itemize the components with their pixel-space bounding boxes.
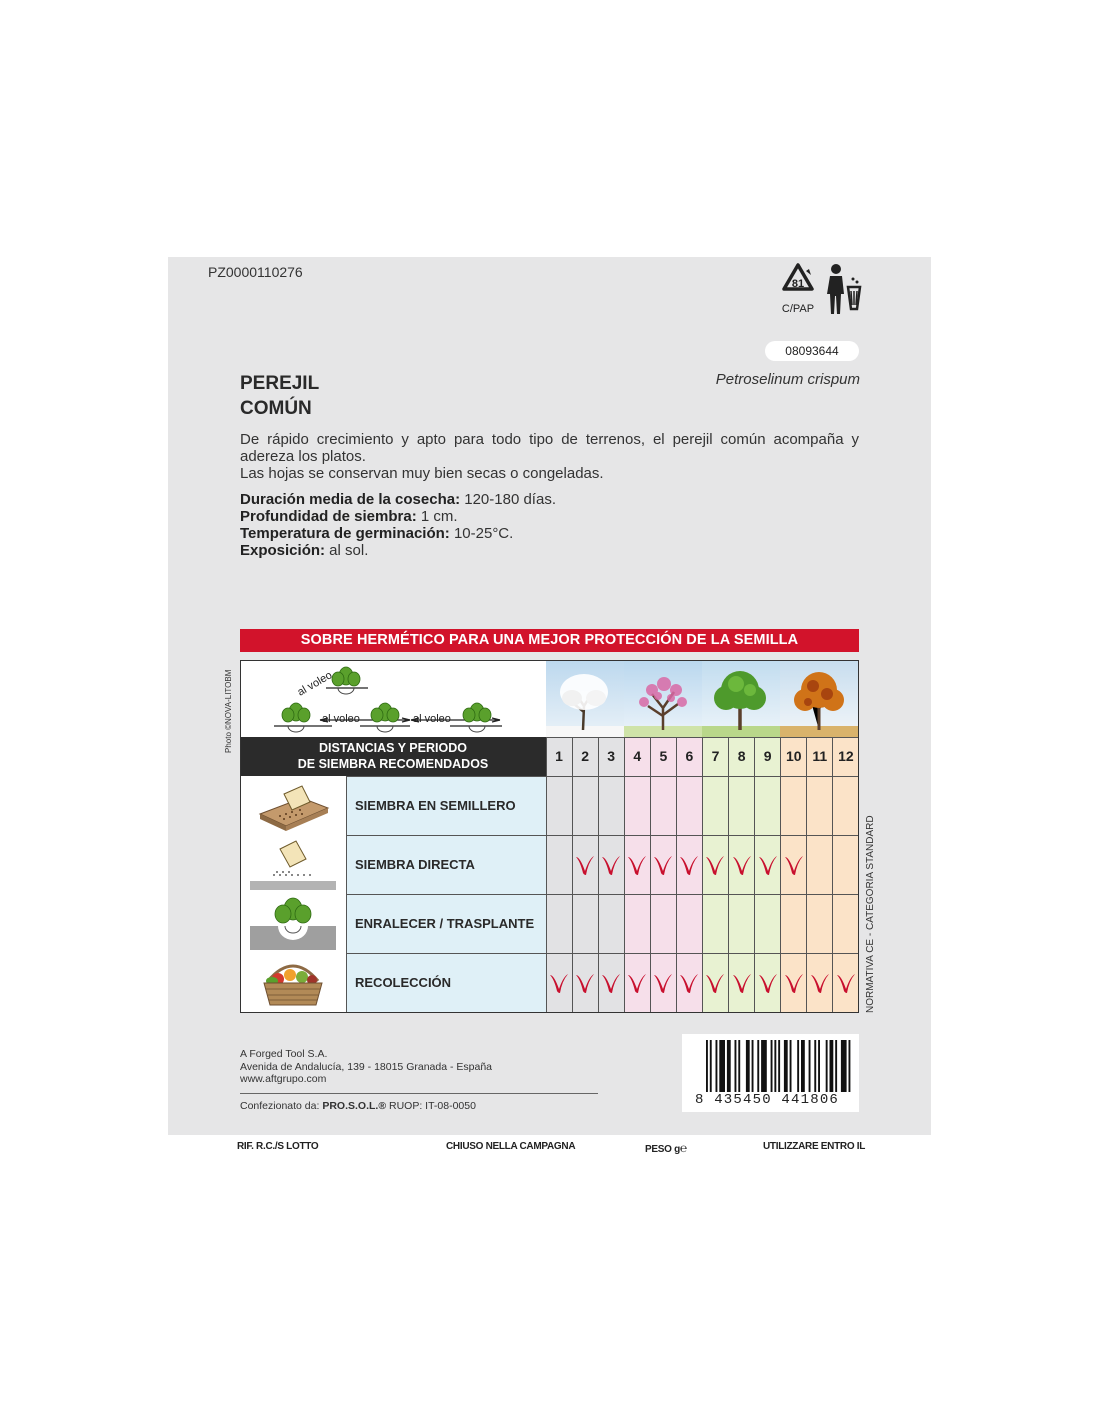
summer-tree [702, 660, 780, 737]
calendar-cell [807, 953, 833, 1013]
divider [240, 1093, 598, 1094]
recycling-marks [776, 261, 866, 317]
month-header: 10 [781, 737, 807, 776]
calendar-cell [729, 953, 755, 1013]
calendar-cell [807, 776, 833, 835]
growing-specs [240, 491, 556, 559]
calendar-cell [833, 835, 859, 894]
calendar-cell [546, 835, 572, 894]
autumn-tree-icon [780, 660, 859, 737]
spec-line: Profundidad de siembra: 1 cm. [240, 508, 458, 525]
description [240, 431, 859, 482]
check-mark-icon [757, 971, 779, 995]
recycle-code: 81 [791, 278, 805, 290]
check-mark-icon [600, 971, 622, 995]
check-mark-icon [835, 971, 857, 995]
broadcast-label: al voleo [413, 713, 451, 725]
winter-tree [546, 660, 624, 737]
calendar-cell [624, 835, 650, 894]
grid-line [598, 737, 599, 1013]
calendar-row-label: SIEMBRA DIRECTA [346, 835, 546, 894]
check-mark-icon [652, 853, 674, 877]
estimated-sign-icon: ℮ [679, 1141, 687, 1155]
direct-sowing-icon [240, 835, 346, 894]
check-mark-icon [757, 853, 779, 877]
calendar-cell [755, 776, 781, 835]
summer-tree-icon [702, 660, 780, 737]
check-mark-icon [548, 971, 570, 995]
broadcast-label: al voleo [295, 669, 335, 699]
calendar-cell [546, 776, 572, 835]
grid-line [676, 737, 677, 1013]
calendar-cell [781, 894, 807, 953]
check-mark-icon [783, 971, 805, 995]
spring-tree-icon [624, 660, 702, 737]
month-header: 6 [676, 737, 702, 776]
hermetic-banner: SOBRE HERMÉTICO PARA UNA MEJOR PROTECCIÓN DE LA SEMILLA [240, 629, 859, 652]
calendar-cell [676, 953, 702, 1013]
month-header: 5 [650, 737, 676, 776]
spec-line: Temperatura de germinación: 10-25°C. [240, 525, 514, 542]
month-header: 12 [833, 737, 859, 776]
footer-utilizzare: UTILIZZARE ENTRO IL [763, 1141, 866, 1152]
packager-info: Confezionato da: PRO.S.O.L.® RUOP: IT-08-0050 [240, 1100, 476, 1112]
month-header: 11 [807, 737, 833, 776]
grid-line [780, 737, 781, 1013]
calendar-cell [650, 894, 676, 953]
check-mark-icon [626, 971, 648, 995]
seedbed-tray-icon [240, 776, 346, 835]
company-name: A Forged Tool S.A. [240, 1048, 328, 1060]
grid-line [728, 737, 729, 1013]
check-mark-icon [783, 853, 805, 877]
calendar-cell [598, 894, 624, 953]
calendar-cell [624, 953, 650, 1013]
title-line-1: PEREJIL [240, 373, 320, 394]
calendar-cell [781, 776, 807, 835]
title-line-2: COMÚN [240, 398, 312, 419]
check-mark-icon [731, 853, 753, 877]
spring-tree [624, 660, 702, 737]
month-header: 8 [729, 737, 755, 776]
calendar-cell [755, 835, 781, 894]
latin-name: Petroselinum crispum [715, 371, 860, 388]
seed-packet-back [168, 257, 931, 1135]
calendar-cell [572, 894, 598, 953]
spec-line: Exposición: al sol. [240, 542, 369, 559]
footer-chiuso: CHIUSO NELLA CAMPAGNA [446, 1141, 576, 1152]
calendar-cell [598, 953, 624, 1013]
calendar-cell [702, 776, 728, 835]
calendar-cell [755, 894, 781, 953]
calendar-cell [650, 953, 676, 1013]
month-header: 4 [624, 737, 650, 776]
spec-line: Duración media de la cosecha: 120-180 días. [240, 491, 556, 508]
calendar-cell [546, 953, 572, 1013]
grid-line [546, 737, 547, 1013]
calendar-cell [702, 835, 728, 894]
calendar-header-line: DE SIEMBRA RECOMENDADOS [297, 757, 489, 771]
calendar-cell [781, 953, 807, 1013]
harvest-basket-icon [240, 953, 346, 1013]
calendar-cell [676, 835, 702, 894]
calendar-cell [702, 894, 728, 953]
calendar-row-label: RECOLECCIÓN [346, 953, 546, 1013]
calendar-cell [807, 894, 833, 953]
calendar-cell [546, 894, 572, 953]
company-street: Avenida de Andalucía, 139 - 18015 Granada - España [240, 1060, 492, 1073]
calendar-cell [676, 894, 702, 953]
calendar-cell [781, 835, 807, 894]
description-paragraph: Las hojas se conservan muy bien secas o congeladas. [240, 465, 604, 482]
grid-line [572, 737, 573, 1013]
month-header: 1 [546, 737, 572, 776]
check-mark-icon [704, 853, 726, 877]
transplant-icon [240, 894, 346, 953]
barcode-number: 8 435450 441806 [695, 1092, 840, 1108]
calendar-cell [624, 894, 650, 953]
product-code: PZ0000110276 [208, 264, 303, 280]
calendar-cell [572, 835, 598, 894]
check-mark-icon [600, 853, 622, 877]
tidyman-bin-icon [824, 263, 864, 317]
broadcast-label: al voleo [322, 713, 360, 725]
grid-line [806, 737, 807, 1013]
sowing-diagram-icon [240, 660, 546, 737]
calendar-header [240, 737, 546, 776]
month-header: 2 [572, 737, 598, 776]
calendar-cell [624, 776, 650, 835]
grid-line [546, 737, 859, 738]
month-header: 9 [755, 737, 781, 776]
calendar-cell [833, 776, 859, 835]
calendar-cell [833, 953, 859, 1013]
company-address [240, 1048, 492, 1086]
calendar-cell [807, 835, 833, 894]
calendar-row-label: SIEMBRA EN SEMILLERO [346, 776, 546, 835]
company-website: www.aftgrupo.com [240, 1073, 327, 1085]
calendar-cell [598, 835, 624, 894]
winter-tree-icon [546, 660, 624, 737]
check-mark-icon [574, 853, 596, 877]
check-mark-icon [574, 971, 596, 995]
calendar-cell [729, 835, 755, 894]
normativa-label: NORMATIVA CE - CATEGORIA STANDARD [865, 815, 876, 1013]
check-mark-icon [652, 971, 674, 995]
recycle-label: C/PAP [781, 303, 815, 315]
broadcast-sowing-diagram [240, 660, 546, 737]
product-title [240, 371, 319, 421]
calendar-cell [676, 776, 702, 835]
check-mark-icon [704, 971, 726, 995]
check-mark-icon [731, 971, 753, 995]
calendar-cell [833, 894, 859, 953]
calendar-cell [729, 776, 755, 835]
photo-credit: Photo ©NOVA-LITOBM [224, 669, 233, 753]
sowing-calendar [240, 660, 859, 1013]
grid-line [624, 737, 625, 1013]
check-mark-icon [626, 853, 648, 877]
footer-rif: RIF. R.C./S LOTTO [237, 1141, 319, 1152]
autumn-tree [780, 660, 859, 737]
calendar-cell [598, 776, 624, 835]
grid-line [650, 737, 651, 1013]
check-mark-icon [678, 971, 700, 995]
calendar-cell [650, 835, 676, 894]
lot-number: 08093644 [765, 341, 859, 361]
grid-line [858, 737, 859, 1013]
grid-line [754, 737, 755, 1013]
check-mark-icon [809, 971, 831, 995]
calendar-cell [572, 776, 598, 835]
footer-peso: PESO g℮ [645, 1141, 687, 1155]
calendar-cell [650, 776, 676, 835]
calendar-cell [572, 953, 598, 1013]
month-header: 3 [598, 737, 624, 776]
description-paragraph: De rápido crecimiento y apto para todo tipo de terrenos, el perejil común acompaña y adereza los platos. [240, 431, 859, 465]
grid-line [832, 737, 833, 1013]
check-mark-icon [678, 853, 700, 877]
calendar-cell [755, 953, 781, 1013]
calendar-cell [729, 894, 755, 953]
calendar-header-line: DISTANCIAS Y PERIODO [319, 741, 467, 755]
calendar-cell [702, 953, 728, 1013]
month-header: 7 [702, 737, 728, 776]
grid-line [702, 737, 703, 1013]
calendar-row-label: ENRALECER / TRASPLANTE [346, 894, 546, 953]
